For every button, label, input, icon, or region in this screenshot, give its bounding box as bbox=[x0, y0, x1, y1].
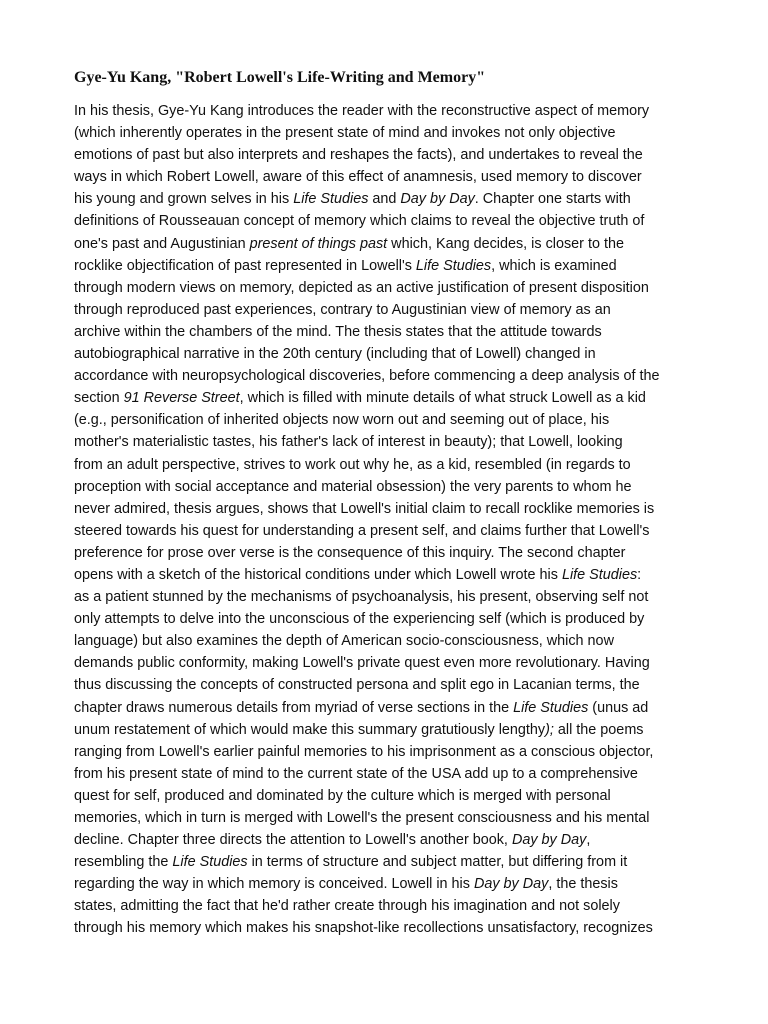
text-line bbox=[74, 697, 714, 719]
text-line bbox=[74, 586, 714, 608]
italic-title-run: Day by Day bbox=[400, 191, 475, 208]
text-line bbox=[74, 233, 714, 255]
text-run: (unus ad bbox=[588, 699, 649, 716]
text-run: , which is examined bbox=[491, 257, 617, 274]
text-line bbox=[74, 652, 714, 674]
text-run: ranging from Lowell's earlier painful memories to his imprisonment as a conscious objector, bbox=[74, 743, 654, 760]
text-line bbox=[74, 917, 714, 939]
text-run: . Chapter one starts with bbox=[474, 191, 631, 208]
text-line bbox=[74, 564, 714, 586]
italic-title-run: Life Studies bbox=[561, 566, 638, 583]
text-run: chapter draws numerous details from myriad of verse sections in the bbox=[74, 699, 514, 716]
text-run: preference for prose over verse is the consequence of this inquiry. The second chapter bbox=[74, 544, 626, 561]
document-title: Gye-Yu Kang, "Robert Lowell's Life-Writing and Memory" bbox=[74, 69, 486, 86]
text-line bbox=[74, 277, 714, 299]
text-run: which, Kang decides, is closer to the bbox=[387, 235, 624, 252]
text-run: quest for self, produced and dominated by the culture which is merged with personal bbox=[74, 787, 611, 804]
text-run: never admired, thesis argues, shows that Lowell's initial claim to recall rocklike memories is bbox=[74, 500, 655, 517]
text-line bbox=[74, 741, 714, 763]
text-run: , bbox=[586, 832, 591, 849]
text-run: autobiographical narrative in the 20th century (including that of Lowell) changed in bbox=[74, 346, 596, 363]
text-run: memories, which in turn is merged with Lowell's the present consciousness and his mental bbox=[74, 810, 650, 826]
text-run: his young and grown selves in his bbox=[74, 191, 294, 208]
text-run: : bbox=[637, 566, 642, 583]
text-run: ways in which Robert Lowell, aware of this effect of anamnesis, used memory to discover bbox=[74, 169, 642, 186]
text-line bbox=[74, 454, 714, 476]
text-line bbox=[74, 719, 714, 741]
text-run: through modern views on memory, depicted as an active justification of present disposition bbox=[74, 279, 649, 296]
text-line bbox=[74, 387, 714, 409]
text-line bbox=[74, 144, 714, 166]
text-line bbox=[74, 785, 714, 807]
text-line bbox=[74, 343, 714, 365]
text-line bbox=[74, 255, 714, 277]
text-line bbox=[74, 542, 714, 564]
text-run: opens with a sketch of the historical conditions under which Lowell wrote his bbox=[74, 566, 562, 583]
text-run: as a patient stunned by the mechanisms of psychoanalysis, his present, observing self not bbox=[74, 589, 649, 606]
italic-title-run: Day by Day bbox=[511, 832, 587, 849]
italic-title-run: 91 Reverse Street bbox=[123, 390, 240, 407]
text-run: , which is filled with minute details of what struck Lowell as a kid bbox=[239, 390, 646, 407]
italic-title-run: present of things past bbox=[249, 235, 388, 252]
italic-title-run: Day by Day bbox=[473, 876, 549, 893]
text-run: language) but also examines the depth of American socio-consciousness, which now bbox=[74, 633, 614, 650]
text-run: rocklike objectification of past represented in Lowell's bbox=[74, 257, 416, 274]
text-line bbox=[74, 210, 714, 232]
italic-title-run: Life Studies bbox=[293, 191, 369, 208]
text-run: section bbox=[74, 390, 124, 407]
text-run: through reproduced past experiences, contrary to Augustinian view of memory as an bbox=[74, 301, 611, 318]
text-line bbox=[74, 188, 714, 210]
text-line bbox=[74, 873, 714, 895]
text-run: demands public conformity, making Lowell's private quest even more revolutionary. Having bbox=[74, 655, 650, 672]
text-run: in terms of structure and subject matter, but differing from it bbox=[247, 854, 628, 871]
text-line bbox=[74, 166, 714, 188]
text-run: , the thesis bbox=[548, 876, 618, 893]
italic-title-run: Life Studies bbox=[513, 699, 589, 716]
italic-title-run: ); bbox=[545, 721, 554, 738]
text-run: emotions of past but also interprets and reshapes the facts), and undertakes to reveal the bbox=[74, 147, 643, 164]
text-line bbox=[74, 321, 714, 343]
text-run: resembling the bbox=[74, 854, 173, 871]
text-run: archive within the chambers of the mind. The thesis states that the attitude towards bbox=[74, 323, 602, 340]
text-run: all the poems bbox=[553, 721, 644, 738]
text-line bbox=[74, 608, 714, 630]
text-run: regarding the way in which memory is conceived. Lowell in his bbox=[74, 876, 474, 893]
text-run: proception with social acceptance and material obsession) the very parents to whom he bbox=[74, 478, 632, 495]
text-run: unum restatement of which would make this summary gratutiously lengthy bbox=[74, 721, 546, 738]
text-run: steered towards his quest for understanding a present self, and claims further that Lowell's bbox=[74, 522, 650, 539]
text-line bbox=[74, 409, 714, 431]
text-line bbox=[74, 476, 714, 498]
text-run: accordance with neuropsychological discoveries, before commencing a deep analysis of the bbox=[74, 368, 660, 385]
text-run: (which inherently operates in the present state of mind and invokes not only objective bbox=[74, 125, 616, 142]
body-paragraph bbox=[74, 100, 714, 940]
italic-title-run: Life Studies bbox=[172, 854, 248, 871]
text-run: and bbox=[368, 191, 401, 208]
text-line bbox=[74, 365, 714, 387]
text-line bbox=[74, 630, 714, 652]
text-line bbox=[74, 829, 714, 851]
italic-title-run: Life Studies bbox=[415, 257, 492, 274]
text-line bbox=[74, 299, 714, 321]
text-run: one's past and Augustinian bbox=[74, 235, 250, 252]
text-line bbox=[74, 122, 714, 144]
text-run: (e.g., personification of inherited objects now worn out and seeming out of place, his bbox=[74, 412, 610, 429]
text-line bbox=[74, 895, 714, 917]
text-run: mother's materialistic tastes, his father's lack of interest in beauty); that Lowell, looking bbox=[74, 434, 623, 451]
text-run: thus discussing the concepts of constructed persona and split ego in Lacanian terms, the bbox=[74, 677, 640, 694]
text-line bbox=[74, 520, 714, 542]
text-run: states, admitting the fact that he'd rather create through his imagination and not solely bbox=[74, 898, 620, 915]
text-run: from an adult perspective, strives to work out why he, as a kid, resembled (in regards to bbox=[74, 456, 631, 473]
text-run: decline. Chapter three directs the attention to Lowell's another book, bbox=[74, 832, 512, 849]
text-run: only attempts to delve into the unconscious of the experiencing self (which is produced by bbox=[74, 611, 645, 628]
text-line bbox=[74, 431, 714, 453]
text-line bbox=[74, 100, 714, 122]
text-line bbox=[74, 763, 714, 785]
text-run: In his thesis, Gye-Yu Kang introduces the reader with the reconstructive aspect of memory bbox=[74, 103, 650, 119]
text-line bbox=[74, 498, 714, 520]
text-run: definitions of Rousseauan concept of memory which claims to reveal the objective truth of bbox=[74, 213, 645, 230]
text-line bbox=[74, 674, 714, 696]
text-run: through his memory which makes his snapshot-like recollections unsatisfactory, recognizes bbox=[74, 920, 653, 937]
text-line bbox=[74, 807, 714, 829]
text-line bbox=[74, 851, 714, 873]
text-run: from his present state of mind to the current state of the USA add up to a comprehensive bbox=[74, 765, 638, 782]
